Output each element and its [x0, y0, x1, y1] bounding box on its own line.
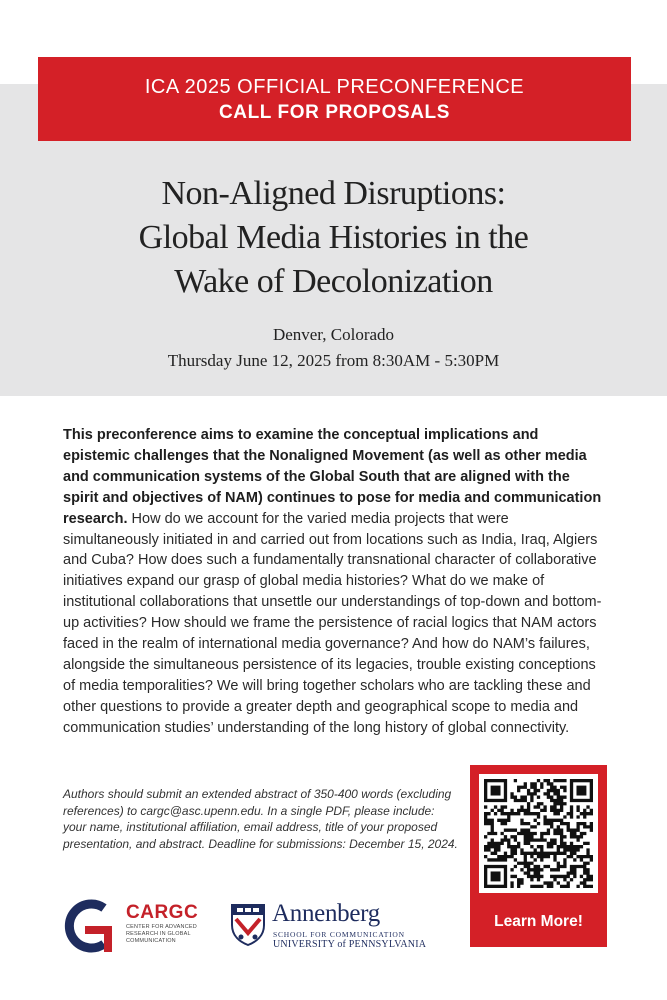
submission-instructions: Authors should submit an extended abstract of 350-400 words (excluding references) to cargc@asc.upenn.edu. In a single PDF, please include: your name, institutional affiliation, email address, title of your proposed presentation, and abstract. Deadline for submissions: December 15, 2024.: [63, 787, 458, 851]
cargc-logo: [58, 898, 218, 954]
event-info: [0, 322, 667, 374]
cargc-subtitle: CENTER FOR ADVANCED RESEARCH IN GLOBAL COMMUNICATION: [126, 924, 197, 944]
qr-code-pattern: [484, 779, 593, 888]
cargc-g-icon: [58, 898, 120, 954]
body-bold-intro: This preconference aims to examine the conceptual implications and epistemic challenges that the Nonaligned Movement (as well as other media and communication systems of the Global South that are aligned with the spirit and objectives of NAM) continues to pose for media and communication research.: [63, 427, 602, 527]
body-paragraph: [63, 425, 606, 739]
penn-shield-icon: [230, 903, 266, 947]
qr-code[interactable]: [479, 774, 598, 893]
annenberg-school: SCHOOL FOR COMMUNICATION: [273, 930, 405, 939]
title-line-2: Global Media Histories in the: [138, 219, 529, 256]
learn-more-button[interactable]: Learn More!: [494, 913, 583, 930]
cargc-name: CARGC: [126, 902, 199, 923]
event-datetime: Thursday June 12, 2025 from 8:30AM - 5:30PM: [167, 351, 500, 370]
banner-line-2: CALL FOR PROPOSALS: [218, 102, 451, 123]
annenberg-university: UNIVERSITY of PENNSYLVANIA: [273, 939, 427, 950]
annenberg-name: Annenberg: [272, 900, 380, 927]
learn-more-card[interactable]: [470, 765, 607, 947]
title-line-1: Non-Aligned Disruptions:: [161, 175, 506, 212]
annenberg-logo: [230, 898, 430, 954]
qr-finder-pattern: [484, 779, 507, 802]
title-line-3: Wake of Decolonization: [174, 263, 493, 300]
qr-finder-pattern: [484, 865, 507, 888]
banner-line-1: ICA 2025 OFFICIAL PRECONFERENCE: [144, 76, 525, 98]
preconference-banner: [38, 57, 631, 141]
event-location: Denver, Colorado: [272, 325, 395, 344]
page-title: [0, 172, 667, 304]
qr-finder-pattern: [570, 779, 593, 802]
body-text: How do we account for the varied media projects that were simultaneously initiated in and carried out from locations such as India, Iraq, Algiers and Cuba? How does such a fundamentally transnational character of collaborative initiatives expand our grasp of global media histories? What do we make of institutional collaborations that unsettle our understandings of top-down and bottom-up activities? How should we frame the persistence of racial logics that NAM actors faced in the realm of international media governance? And how do NAM’s failures, alongside the simultaneous persistence of its legacies, trouble existing conceptions of media temporalities? We will bring together scholars who are tackling these and other questions to provide a greater depth and geographical scope to media and communication studies’ understanding of the long history of global connectivity.: [63, 510, 602, 736]
